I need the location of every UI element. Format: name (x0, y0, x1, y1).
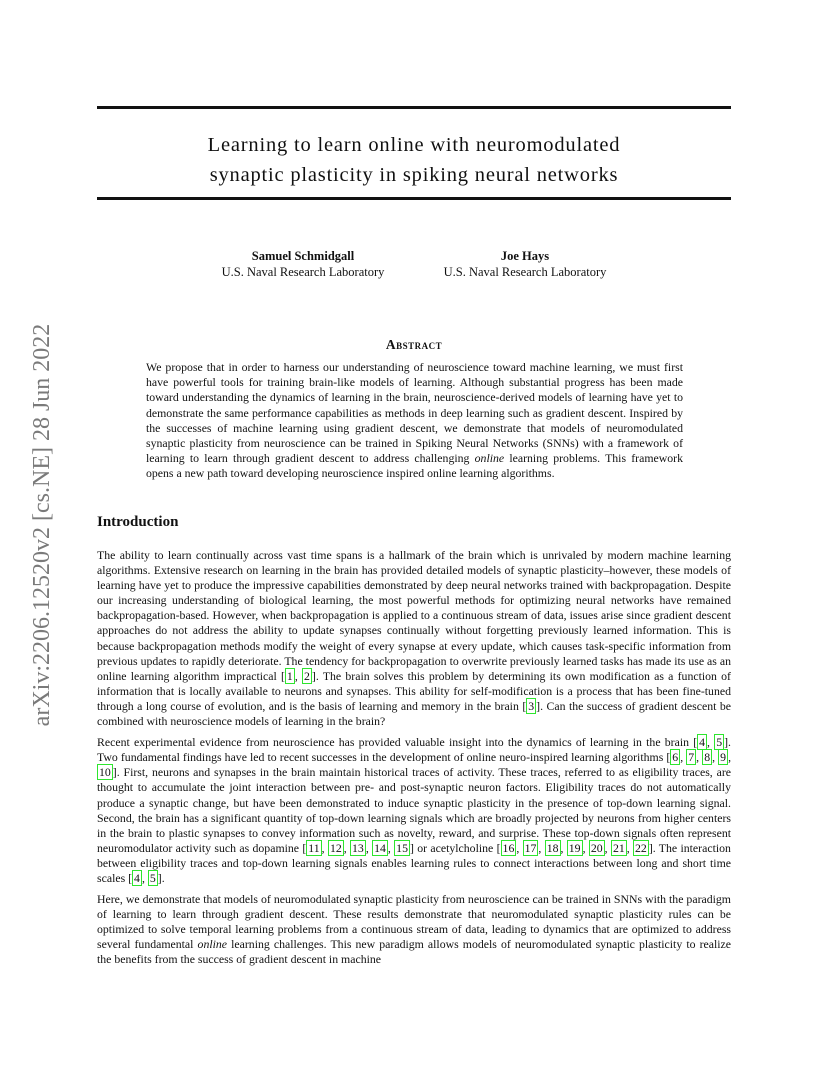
citation-link[interactable]: 5 (716, 735, 723, 750)
text-run: ]. First, neurons and synapses in the brain maintain historical traces of activity. These traces, referred to as eligibility traces, are thought to accumulate the joint interaction between pre- and post-synaptic neuron factors. Eligibility traces do not automatically produce a synaptic change, but have been demonstrated to induce synaptic plasticity in the presence of top-down learning signal. Second, the brain has a significant quantity of top-down learning signals which are broadly projected by neurons from higher centers in the brain to plastic synapses to convey information such as novelty, reward, and surprise. These top-down signals often represent neuromodulator activity such as dopamine [ (97, 765, 731, 855)
citation-link[interactable]: 4 (699, 735, 706, 750)
title-rule-top (97, 106, 731, 109)
citation-link[interactable]: 12 (329, 840, 342, 855)
citation-link[interactable]: 22 (635, 840, 647, 855)
citation-link[interactable]: 5 (149, 870, 156, 885)
citation-link[interactable]: 21 (612, 840, 625, 855)
citation-link[interactable]: 16 (502, 840, 515, 855)
citation-link[interactable]: 8 (704, 750, 711, 765)
author-block (0, 248, 828, 284)
text-run: ]. The brain solves this problem by determining its own modification as a function of information that is locally available to neurons and synapses. This ability for self-modification is a process that has been fine-tuned through a long course of evolution, and is the basis of learning and memory in the brain [ (97, 668, 731, 713)
citation-link[interactable]: 15 (396, 840, 408, 855)
citation-link[interactable]: 13 (352, 840, 364, 855)
citation-link[interactable]: 17 (524, 840, 537, 855)
abstract-emphasis: online (474, 451, 505, 466)
text-run: ]. Two fundamental findings have led to recent successes in the development of online neuro-inspired learning algorithms [ (97, 735, 731, 765)
title-line-1: Learning to learn online with neuromodulated (207, 134, 621, 156)
paragraph-1: The ability to learn continually across vast time spans is a hallmark of the brain which is unrivaled by modern machine learning algorithms. Extensive research on learning in the brain has provided detailed models of synaptic plasticity–however, these models of learning have yet to produce the impressive capabilities demonstrated by deep neural networks trained with backpropagation. Despite our increasing understanding of biological learning, the most powerful methods for optimizing neural networks have remained backpropagation-based. However, when backpropagation is applied to a continuous stream of data, issues arise since gradient descent approaches do not address the ability to update synapses continually without forgetting previously learned information. This is because backpropagation methods modify the weight of every synapse at every update, which causes task-specific information from previous updates to rapidly deteriorate. The tendency for backpropagation to overwrite previously learned tasks has made its use as an online learning algorithm impractical [ 1 , 2 ]. The brain solves this problem by determining its own modification as a function of information that is locally available to neurons and synapses. This ability for self-modification is a process that has been fine-tuned through a long course of evolution, and is the basis of learning and memory in the brain [ 3 ]. Can the success of gradient descent be combined with neuroscience models of learning in the brain? (97, 548, 731, 729)
title-rule-bottom (97, 197, 731, 200)
citation-link[interactable]: 3 (528, 698, 535, 713)
abstract-text (146, 360, 683, 482)
text-run: Recent experimental evidence from neuroscience has provided valuable insight into the dynamics of learning in the brain [ (97, 735, 698, 750)
text-run: ]. The interaction between eligibility traces and top-down learning signals enables learning rules to connect interactions between long and short time scales [ (97, 840, 731, 885)
text-emphasis: online (197, 937, 228, 952)
author-affiliation: U.S. Naval Research Laboratory (221, 265, 385, 279)
text-run: ]. (157, 870, 165, 885)
citation-link[interactable]: 1 (286, 668, 293, 683)
citation-link[interactable]: 20 (590, 840, 603, 855)
citation-link[interactable]: 10 (99, 765, 111, 780)
arxiv-identifier: arXiv:2206.12520v2 [cs.NE] 28 Jun 2022 (29, 323, 55, 727)
title-line-2: synaptic plasticity in spiking neural networks (209, 164, 619, 186)
abstract-part: learning problems. This framework opens a new path toward developing neuroscience inspired online learning algorithms. (146, 451, 684, 481)
citation-link[interactable]: 14 (374, 840, 386, 855)
citation-link[interactable]: 7 (688, 750, 695, 765)
introduction-body (97, 548, 731, 974)
text-run: Here, we demonstrate that models of neuromodulated synaptic plasticity from neuroscience can be trained in SNNs with the paradigm of learning to learn through gradient descent. These results demonstrate that neuromodulated synaptic plasticity rules can be optimized to solve temporal learning problems from a continuous stream of data, leading to dynamics that are optimized to address several fundamental (97, 892, 731, 952)
citation-link[interactable]: 9 (720, 750, 727, 765)
text-run: The ability to learn continually across vast time spans is a hallmark of the brain which is unrivaled by modern machine learning algorithms. Extensive research on learning in the brain has provided detailed models of synaptic plasticity–however, these models of learning have yet to produce the impressive capabilities demonstrated by deep neural networks trained with backpropagation. Despite our increasing understanding of biological learning, the most powerful methods for optimizing neural networks have remained backpropagation-based. However, when backpropagation is applied to a continuous stream of data, issues arise since gradient descent approaches do not address the ability to update synapses continually without forgetting previously learned information. This is because backpropagation methods modify the weight of every synapse at every update, which causes task-specific information from previous updates to rapidly deteriorate. The tendency for backpropagation to overwrite previously learned tasks has made its use as an online learning algorithm impractical [ (97, 548, 731, 683)
author-name: Samuel Schmidgall (251, 249, 355, 263)
author-1 (212, 248, 394, 280)
author-2 (432, 248, 618, 280)
abstract-part: We propose that in order to harness our understanding of neuroscience toward machine learning, we must first have powerful tools for training brain-like models of learning. Although substantial progress has been made toward understanding the dynamics of learning in the brain, neuroscience-derived models of learning have yet to demonstrate the same performance capabilities as methods in deep learning such as gradient descent. Inspired by the successes of machine learning using gradient descent, we demonstrate that models of neuromodulated synaptic plasticity from neuroscience can be trained in Spiking Neural Networks (SNNs) with a framework of learning to learn through gradient descent to address challenging (146, 360, 683, 466)
paragraph-2: Recent experimental evidence from neuroscience has provided valuable insight into the dynamics of learning in the brain [ 4 , 5 ]. Two fundamental findings have led to recent successes in the development of online neuro-inspired learning algorithms [ 6 , 7 , 8 , 9 , 10 ]. First, neurons and synapses in the brain maintain historical traces of activity. These traces, referred to as eligibility traces, are thought to accumulate the joint interaction between pre- and post-synaptic neuron factors. Eligibility traces do not automatically produce a synaptic change, but have been demonstrated to induce synaptic plasticity in the presence of top-down learning signal. Second, the brain has a significant quantity of top-down learning signals which are broadly projected by neurons from higher centers in the brain to plastic synapses to convey information such as novelty, reward, and surprise. These top-down signals often represent neuromodulator activity such as dopamine [ 11 , 12 , 13 , 14 , 15 ] or acetylcholine [ 16 , 17 , 18 , 19 , 20 , 21 , 22 ]. The interaction between eligibility traces and top-down learning signals enables learning rules to connect interactions between long and short time scales [ 4 , 5 ]. (97, 735, 732, 885)
paper-title (97, 130, 731, 190)
section-heading-introduction: Introduction (97, 514, 179, 530)
citation-link[interactable]: 19 (568, 840, 581, 855)
abstract-heading: Abstract (385, 337, 443, 352)
citation-link[interactable]: 11 (308, 840, 320, 855)
citation-link[interactable]: 18 (546, 840, 559, 855)
text-run: ] or acetylcholine [ (409, 840, 501, 855)
citation-link[interactable]: 4 (134, 870, 140, 885)
paragraph-3 (97, 892, 731, 967)
citation-link[interactable]: 6 (672, 750, 679, 765)
citation-link[interactable]: 2 (304, 668, 310, 683)
author-name: Joe Hays (500, 249, 550, 263)
text-run: ]. Can the success of gradient descent be combined with neuroscience models of learning in the brain? (97, 698, 731, 729)
text-run: learning challenges. This new paradigm allows models of neuromodulated synaptic plasticity to realize the benefits from the success of gradient descent in machine (97, 937, 732, 967)
author-affiliation: U.S. Naval Research Laboratory (443, 265, 607, 279)
